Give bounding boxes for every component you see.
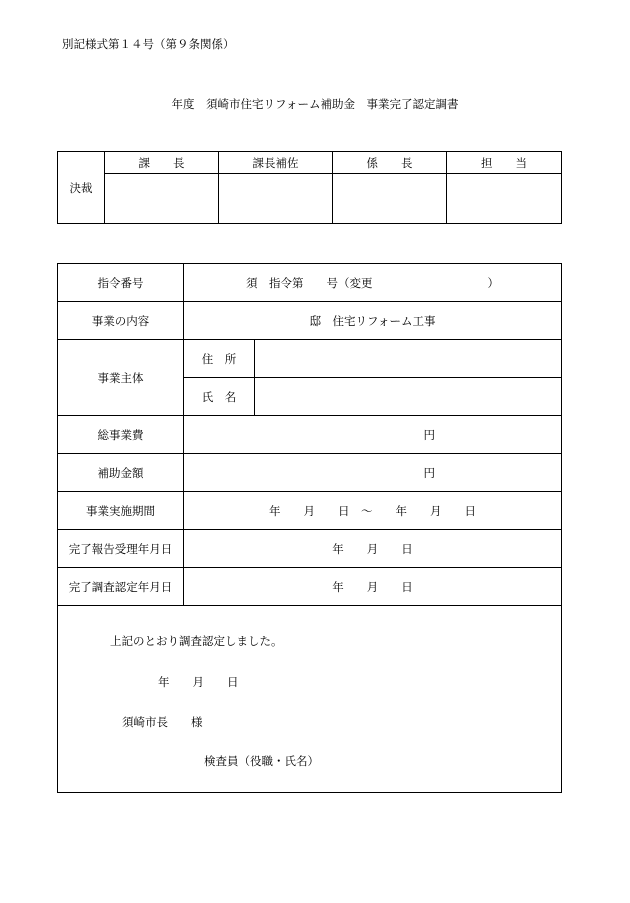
period-field[interactable]: 年 月 日 ～ 年 月 日 <box>184 492 562 530</box>
approval-table <box>57 151 562 224</box>
approval-header-deputy-chief: 課長補佐 <box>219 152 333 174</box>
entity-label: 事業主体 <box>58 340 184 416</box>
total-cost-label: 総事業費 <box>58 416 184 454</box>
approval-header-unit-chief: 係 長 <box>333 152 447 174</box>
order-number-label: 指令番号 <box>58 264 184 302</box>
subsidy-label: 補助金額 <box>58 454 184 492</box>
content-field[interactable]: 邸 住宅リフォーム工事 <box>184 302 562 340</box>
inspection-date-field[interactable]: 年 月 日 <box>184 568 562 606</box>
name-label: 氏 名 <box>184 378 255 416</box>
inspector-label: 検査員（役職・氏名） <box>204 754 319 768</box>
document-title: 年度 須崎市住宅リフォーム補助金 事業完了認定調書 <box>171 97 459 111</box>
subsidy-field[interactable]: 円 <box>184 454 562 492</box>
approval-header-section-chief: 課 長 <box>105 152 219 174</box>
certification-date[interactable]: 年 月 日 <box>158 675 239 689</box>
stamp-box-deputy-chief[interactable] <box>219 174 333 224</box>
approval-header-staff: 担 当 <box>447 152 562 174</box>
report-date-label: 完了報告受理年月日 <box>58 530 184 568</box>
total-cost-field[interactable]: 円 <box>184 416 562 454</box>
name-field[interactable] <box>255 378 562 416</box>
address-label: 住 所 <box>184 340 255 378</box>
stamp-box-section-chief[interactable] <box>105 174 219 224</box>
certification-statement: 上記のとおり調査認定しました。 <box>110 634 283 648</box>
inspection-date-label: 完了調査認定年月日 <box>58 568 184 606</box>
stamp-box-staff[interactable] <box>447 174 562 224</box>
order-number-field[interactable]: 須 指令第 号（変更 ） <box>184 264 562 302</box>
certification-box <box>58 606 562 793</box>
content-label: 事業の内容 <box>58 302 184 340</box>
stamp-box-unit-chief[interactable] <box>333 174 447 224</box>
certification-addressee: 須崎市長 様 <box>122 715 203 729</box>
main-table <box>57 263 562 793</box>
report-date-field[interactable]: 年 月 日 <box>184 530 562 568</box>
address-field[interactable] <box>255 340 562 378</box>
period-label: 事業実施期間 <box>58 492 184 530</box>
approval-side-label: 決裁 <box>58 152 105 224</box>
form-id: 別記様式第１４号（第９条関係） <box>62 37 235 51</box>
